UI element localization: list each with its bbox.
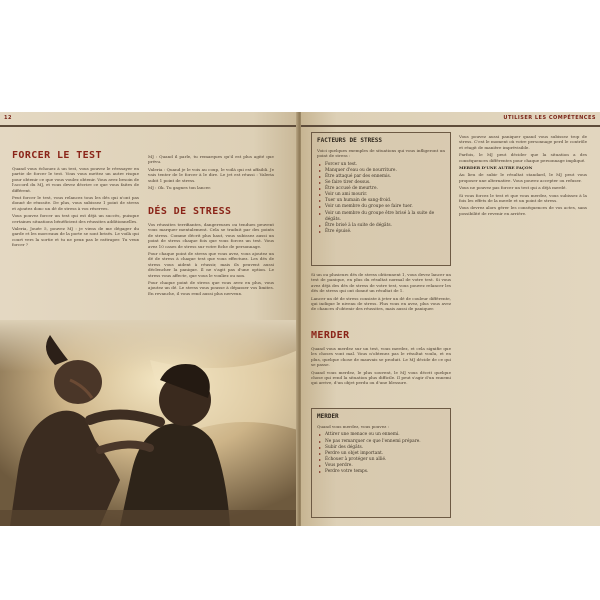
list-item: ▸ Manquer d'eau ou de nourriture.: [325, 168, 445, 174]
paragraph: Valeria : Quand je le vois au coup, le voilà qui est affaibli. Je vais tenter de le forcer à le dire. Le jet est réussi : Valeria subit 1 point de stress.: [148, 166, 274, 183]
list-item: ▸ Se faire tirer dessus.: [325, 180, 445, 186]
book-spread: [0, 112, 600, 526]
stress-factors-box: [311, 132, 451, 266]
section-title-forcer-le-test: FORCER LE TEST: [12, 150, 102, 161]
paragraph: MJ : Ok. Tu gagnes ton lancer.: [148, 185, 212, 191]
left-page: [0, 112, 298, 526]
list-item: ▸ Perdre votre temps.: [325, 469, 445, 475]
paragraph: Si vous forcez le test et que vous merdez, vous subissez à la fois les effets de la merde et un point de stress.: [459, 192, 587, 204]
list-item: ▸ Voir un membre du groupe se faire tuer.: [325, 204, 445, 210]
merder-box: [311, 408, 451, 518]
paragraph: Lancer un dé de stress consiste à jeter un dé de couleur différente, qui indique le niveau de stress. Plus vous en avez, plus vous avez de chances d'obtenir des réussites, mais aussi de paniquer.: [311, 295, 451, 312]
right-page: [301, 112, 600, 526]
paragraph: Parfois, le MJ peut décider que la situation a des conséquences différentes pour chaque personnage impliqué.: [459, 152, 587, 163]
paragraph: Si un ou plusieurs dés de stress obtiennent 1, vous devez lancer un test de panique, en plus du résultat normal de votre test. Si vous avez déjà des dés de stress de votre test, vous pouvez relancer les dés de stress qui ont donné un résultat de 1.: [311, 272, 451, 294]
paragraph: Quand vous échouez à un test, vous pouvez le réessayer en partie de forcer le test. Vous vous mettez un autre risque pour obtenir ce que vous voulez obtenir. Vous avez besoin de l'accord du MJ, et vous devez décrire ce que vous faites de différent.: [12, 166, 139, 193]
list-item: ▸ Être brisé à la suite de dégâts.: [325, 223, 445, 229]
illustration-struggle: [0, 320, 298, 526]
box-intro: Quand vous merdez, vous pouvez :: [317, 424, 389, 429]
right-column-1: [311, 272, 451, 314]
paragraph: Vos réussites terrifiantes, dangereuses ou tendues peuvent vous marquer mentalement. Cela se traduit par des points de stress. Comme décrit plus haut, vous subissez aussi un point de stress chaque fois que vous forcez un test. Vous avez 10 cases de stress sur votre fiche de personnage.: [148, 222, 274, 249]
list-item: ▸ Tuer un humain de sang-froid.: [325, 198, 445, 204]
top-rule: [301, 125, 600, 127]
list-item: ▸ Perdre un objet important.: [325, 451, 445, 457]
running-head: UTILISER LES COMPÉTENCES: [503, 115, 596, 121]
list-item: ▸ Être épuisé.: [325, 229, 445, 235]
list-item: ▸ Subir des dégâts.: [325, 445, 445, 451]
paragraph: Valeria, Jouée 5, pouvez MJ : je viens de me dégager du garde et les morceaux de la porte se sont brisés. Le voilà qui court vers la sortie et tu ne peux pas le rattraper. Tu veux forcer ?: [12, 226, 139, 248]
paragraph: MJ : Quand il parle, tu remarques qu'il est plus agité que prévu.: [148, 154, 274, 165]
merder-list: [317, 432, 445, 475]
paragraph: Vous pouvez aussi paniquer quand vous subissez trop de stress. C'est le moment où votre personnage perd le contrôle et réagit de manière imprévisible.: [459, 134, 587, 150]
subheading: MERDER D'UNE AUTRE FAÇON: [459, 165, 533, 171]
left-column-1: [12, 166, 139, 250]
stress-factors-list: [317, 162, 445, 235]
paragraph: Au lieu de subir le résultat standard, le MJ peut vous proposer une alternative. Vous pouvez accepter ou refuser.: [459, 172, 587, 183]
list-item: ▸ Forcer un test.: [325, 162, 445, 168]
paragraph: Pour chaque point de stress que vous avez en plus, vous ajoutez un dé. Le stress vous pousse à dépasser vos limites. En revanche, il vous rend aussi plus nerveux.: [148, 280, 274, 296]
list-item: ▸ Être accusé de meurtre.: [325, 186, 445, 192]
right-column-2: [459, 134, 587, 218]
paragraph: Pour chaque point de stress que vous avez, vous ajoutez un dé de stress à chaque test que vous effectuez. Les dés de stress vous aident à réussir, mais ils peuvent aussi déclencher la panique. Il ne s'agit pas d'une option. Le stress vous affecte, que vous le vouliez ou non.: [148, 251, 274, 278]
right-column-1b: [311, 346, 451, 388]
paragraph: Peut forcer le test, vous relancez tous les dés qui n'ont pas donné de réussite. De plus, vous subissez 1 point de stress et ajoutez donc un dé de stress à vos réserves.: [12, 195, 139, 211]
left-column-2b: [148, 222, 274, 298]
section-title-merder: MERDER: [311, 330, 350, 341]
paragraph: Vous devrez alors gérer les conséquences de vos actes, sans possibilité de revenir en arrière.: [459, 205, 587, 216]
top-rule: [0, 125, 298, 127]
list-item: ▸ Attirer une menace ou un ennemi.: [325, 432, 445, 438]
box-title: FACTEURS DE STRESS: [317, 137, 383, 144]
list-item: ▸ Voir un ami mourir.: [325, 192, 445, 198]
list-item: ▸ Ne pas remarquer ce que l'ennemi prépare.: [325, 439, 445, 445]
box-intro: Voici quelques exemples de situations qui vous infligeront un point de stress :: [317, 148, 445, 159]
box-title: MERDER: [317, 413, 339, 420]
paragraph: Vous pouvez forcer un test qui est déjà un succès, puisque certaines situations bénéficient des réussites additionnelles.: [12, 213, 139, 224]
list-item: ▸ Vous perdre.: [325, 463, 445, 469]
paragraph: Quand vous merdez sur un test, vous merdez, et cela signifie que les choses vont mal. Vous n'obtenez pas le résultat voulu, et en plus, quelque chose de mauvais se produit. Le MJ décide de ce qui se passe.: [311, 346, 451, 368]
list-item: ▸ Voir un membre du groupe être brisé à la suite de dégâts.: [325, 211, 445, 223]
list-item: ▸ Être attaqué par des ennemis.: [325, 174, 445, 180]
page-number: 12: [4, 115, 12, 121]
paragraph: Vous ne pouvez pas forcer un test qui a déjà merdé.: [459, 185, 567, 191]
section-title-des-de-stress: DÉS DE STRESS: [148, 206, 232, 217]
list-item: ▸ Échouer à protéger un allié.: [325, 457, 445, 463]
left-column-2: [148, 154, 274, 192]
paragraph: Quand vous merdez, le plus souvent, le MJ vous décrit quelque chose qui rend la situation plus difficile. Il peut s'agir d'un ennemi qui arrive, d'un objet perdu ou d'une blessure.: [311, 369, 451, 386]
